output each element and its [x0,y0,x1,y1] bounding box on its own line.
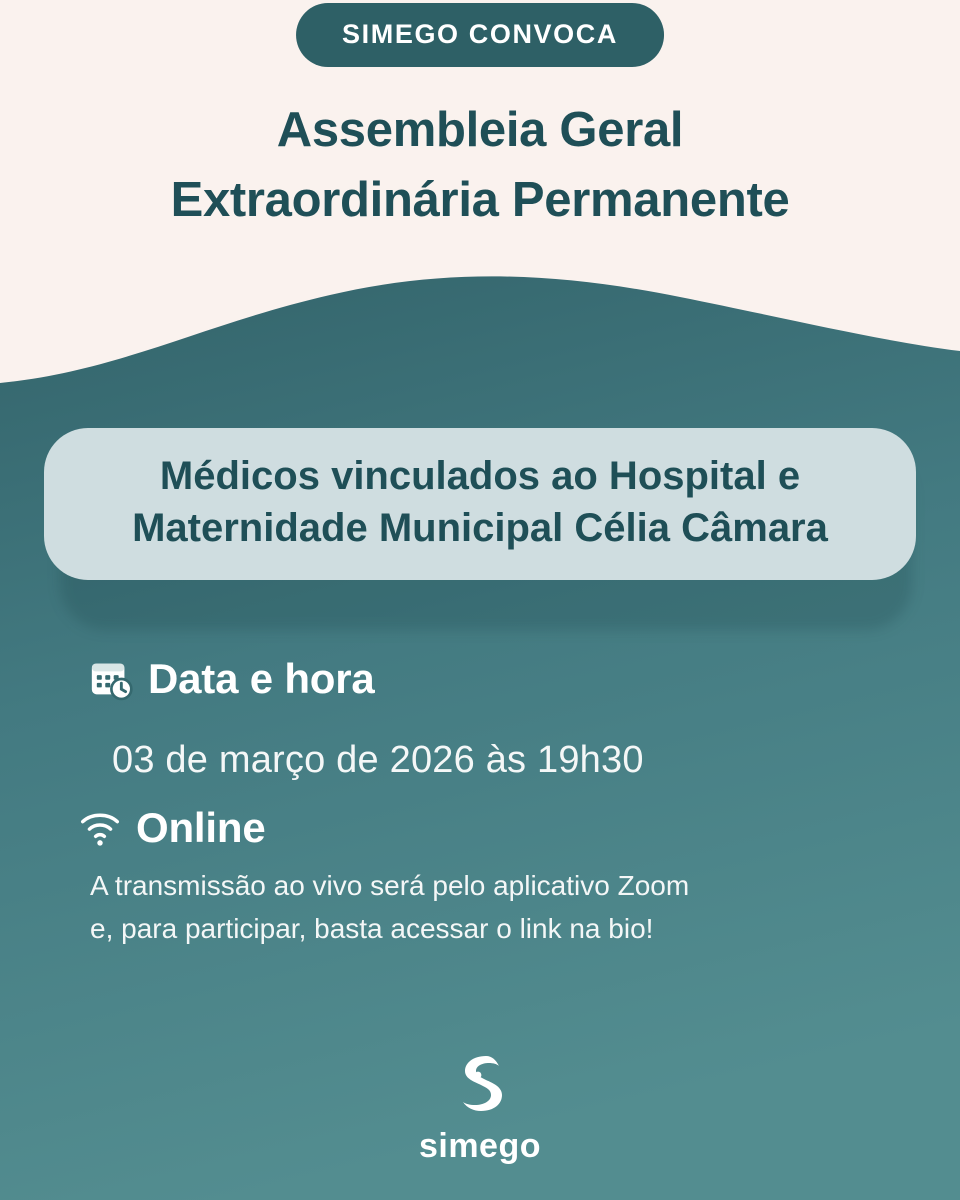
online-row [0,804,960,852]
datetime-row [0,655,960,703]
footer-logo [0,1052,960,1166]
online-description-line-2: e, para participar, basta acessar o link na bio! [90,913,654,945]
online-label: Online [136,804,266,851]
wifi-icon [78,808,122,848]
event-info [0,655,960,951]
headline-line-1: Assembleia Geral [276,103,684,157]
page-title [0,96,960,235]
datetime-label: Data e hora [148,655,375,702]
simego-logo-icon [0,1052,960,1119]
footer-wordmark: simego [418,1127,542,1165]
online-description-line-1: A transmissão ao vivo será pelo aplicativo Zoom [90,870,690,901]
headline-line-2: Extraordinária Permanente [170,172,790,227]
calendar-clock-icon [88,656,134,702]
datetime-value: 03 de março de 2026 às 19h30 [112,739,644,781]
online-description [0,864,960,951]
status-badge: SIMEGO CONVOCA [296,3,664,67]
audience-pill: Médicos vinculados ao Hospital e Maternidade Municipal Célia Câmara [44,428,916,580]
